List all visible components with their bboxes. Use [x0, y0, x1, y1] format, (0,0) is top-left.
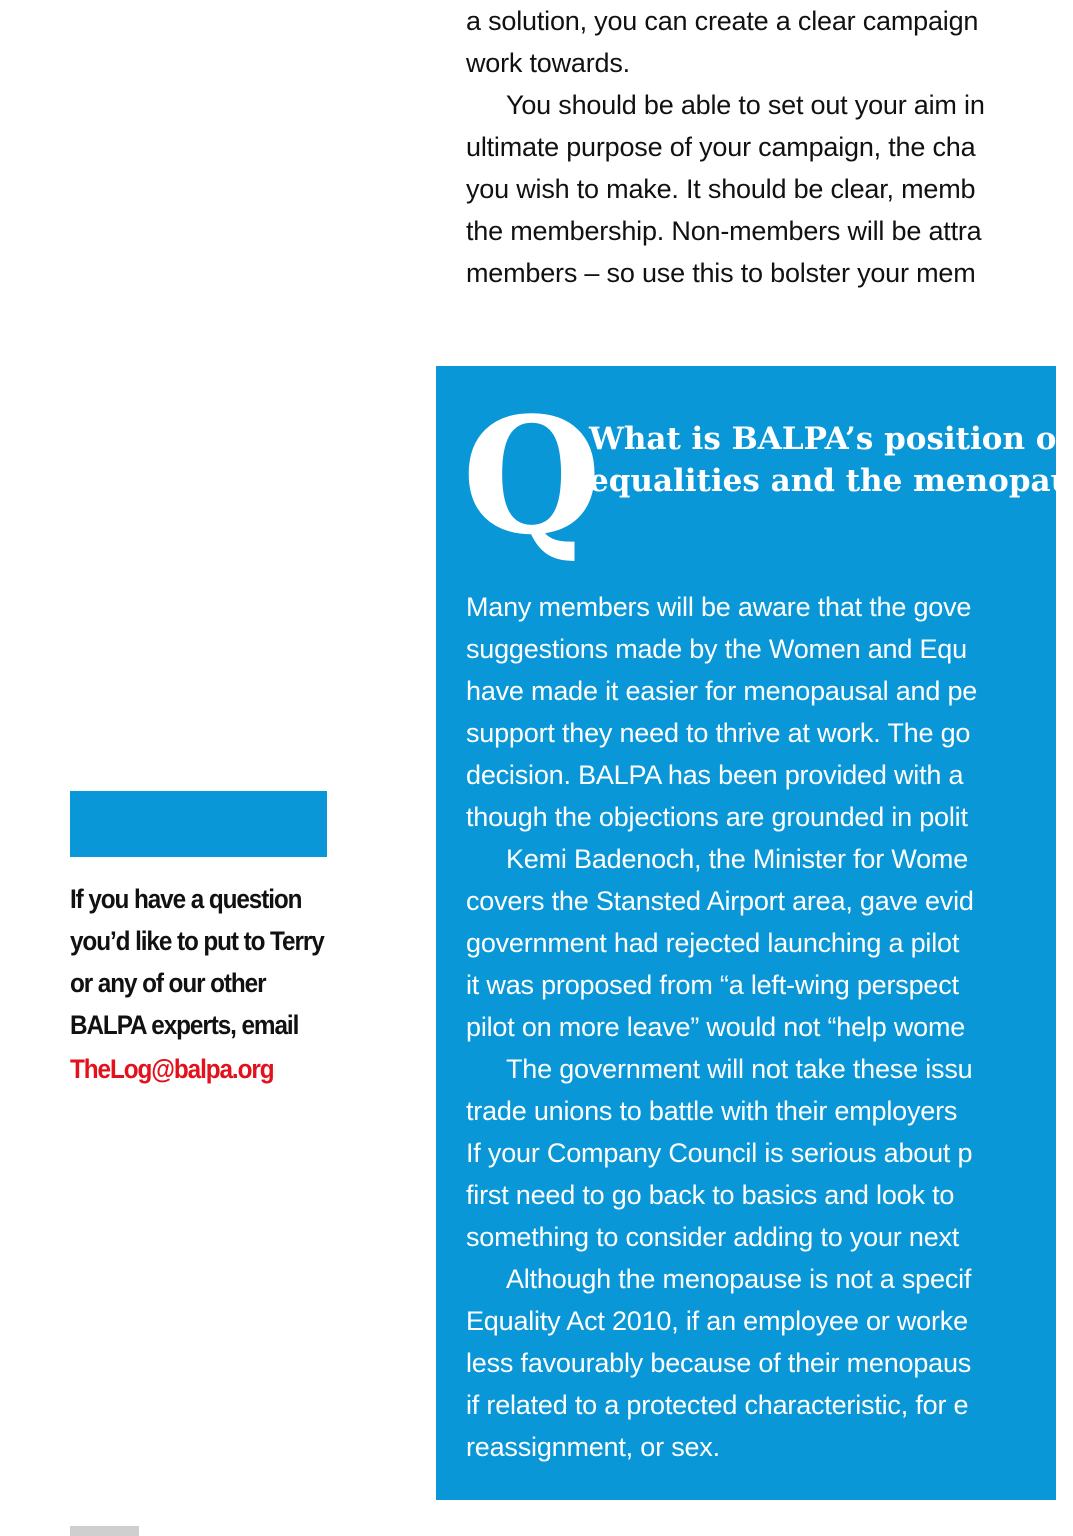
sidebar-email-link[interactable]: TheLog@balpa.org [70, 1054, 274, 1084]
answer-line: pilot on more leave” would not “help wome [466, 1012, 966, 1042]
answer-line: first need to go back to basics and look to [466, 1180, 955, 1210]
body-text-line: members – so use this to bolster your mem [466, 258, 976, 288]
answer-line: trade unions to battle with their employers [466, 1096, 958, 1126]
q-drop-letter: Q [462, 382, 602, 570]
answer-line: Many members will be aware that the gove [466, 592, 972, 622]
sidebar-text-line: If you have a question [70, 884, 302, 914]
sidebar-text-line: BALPA experts, email [70, 1010, 299, 1040]
answer-line: If your Company Council is serious about p [466, 1138, 973, 1168]
answer-line: government had rejected launching a pilot [466, 928, 960, 958]
answer-line: have made it easier for menopausal and pe [466, 676, 978, 706]
body-text-line: ultimate purpose of your campaign, the cha [466, 132, 976, 162]
sidebar-text-line: or any of our other [70, 968, 266, 998]
answer-line: reassignment, or sex. [466, 1432, 720, 1462]
answer-line: less favourably because of their menopaus [466, 1348, 972, 1378]
sidebar-text-line: you’d like to put to Terry [70, 926, 324, 956]
body-text-line: the membership. Non-members will be attra [466, 216, 982, 246]
body-text-line: a solution, you can create a clear campaign [466, 6, 979, 36]
answer-line: suggestions made by the Women and Equ [466, 634, 967, 664]
question-title-line: equalities and the menopau [589, 463, 1073, 499]
answer-line: Equality Act 2010, if an employee or worke [466, 1306, 968, 1336]
body-text-line: you wish to make. It should be clear, memb [466, 174, 976, 204]
answer-line: decision. BALPA has been provided with a [466, 760, 964, 790]
answer-line: Although the menopause is not a specif [506, 1264, 972, 1294]
page-footer-tab [70, 1526, 139, 1536]
sidebar-accent-bar [70, 791, 327, 857]
answer-line: The government will not take these issu [506, 1054, 973, 1084]
answer-line: it was proposed from “a left-wing perspect [466, 970, 959, 1000]
answer-line: Kemi Badenoch, the Minister for Wome [506, 844, 969, 874]
answer-line: something to consider adding to your next [466, 1222, 960, 1252]
body-text-line: You should be able to set out your aim in [506, 90, 985, 120]
answer-line: though the objections are grounded in polit [466, 802, 968, 832]
answer-line: if related to a protected characteristic, for e [466, 1390, 969, 1420]
answer-line: support they need to thrive at work. The go [466, 718, 971, 748]
body-text-line: work towards. [466, 48, 630, 78]
question-title-line: What is BALPA’s position o [589, 421, 1057, 457]
answer-line: covers the Stansted Airport area, gave evid [466, 886, 974, 916]
